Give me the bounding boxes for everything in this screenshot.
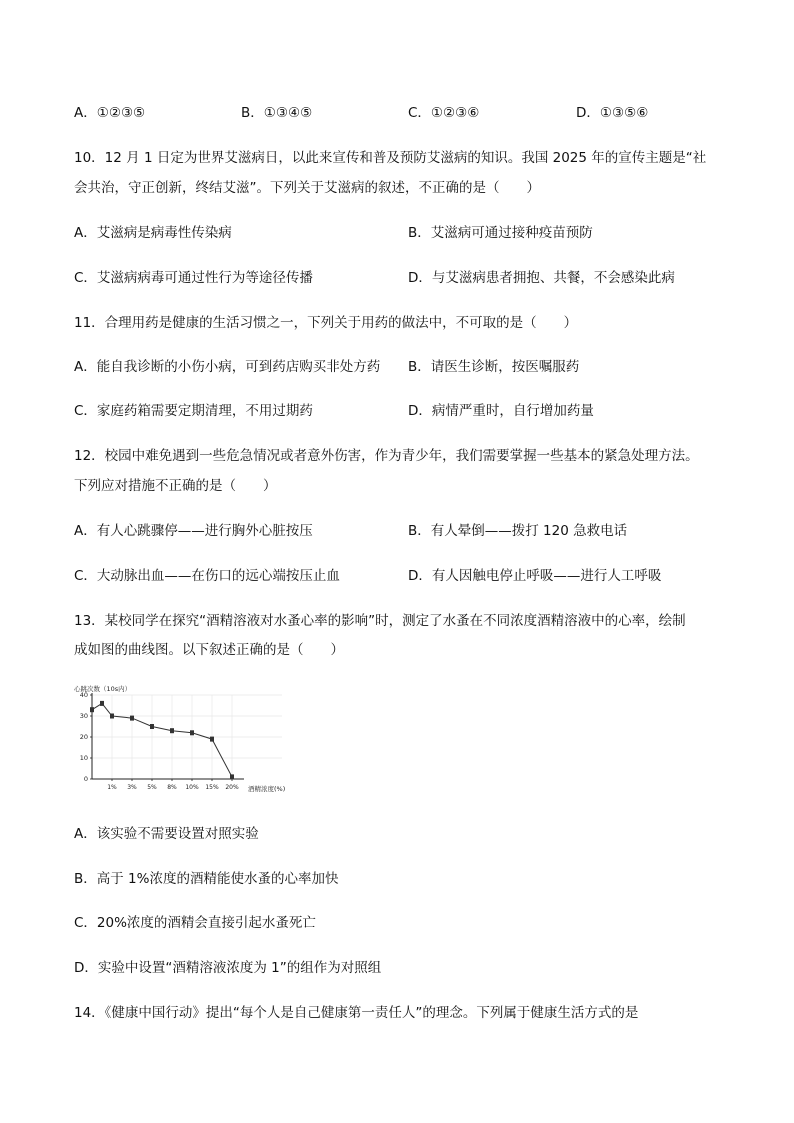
chart-xlabel: 酒精浓度(%) [248, 785, 286, 793]
q13-stem-line2: 成如图的曲线图。以下叙述正确的是（ ） [74, 642, 344, 658]
q10-option-d: D．与艾滋病患者拥抱、共餐，不会感染此病 [408, 270, 675, 286]
chart-data-point [90, 707, 94, 712]
q10-stem-line2: 会共治，守正创新，终结艾滋”。下列关于艾滋病的叙述，不正确的是（ ） [74, 180, 540, 196]
chart-data-point [150, 724, 154, 729]
chart-x-tick-label: 15% [205, 784, 219, 791]
chart-axes [92, 693, 244, 779]
q13-stem-line1: 13．某校同学在探究“酒精溶液对水蚤心率的影响”时，测定了水蚤在不同浓度酒精溶液中的心率，绘制 [74, 613, 686, 629]
q12-option-c: C．大动脉出血——在伤口的远心端按压止血 [74, 568, 340, 584]
q13-option-a: A．该实验不需要设置对照实验 [74, 826, 259, 842]
q10-stem-line1: 10．12 月 1 日定为世界艾滋病日，以此来宣传和普及预防艾滋病的知识。我国 2025 年的宣传主题是“社 [74, 150, 707, 166]
chart-x-tick-label: 8% [167, 784, 177, 791]
q10-option-a: A．艾滋病是病毒性传染病 [74, 225, 232, 241]
q11-option-c: C．家庭药箱需要定期清理，不用过期药 [74, 403, 313, 419]
q9-option-a: A．①②③⑤ [74, 105, 146, 121]
q9-option-b: B．①③④⑤ [241, 105, 313, 121]
q12-option-d: D．有人因触电停止呼吸——进行人工呼吸 [408, 568, 662, 584]
chart-grid [92, 695, 282, 779]
q12-stem-line1: 12．校园中难免遇到一些危急情况或者意外伤害，作为青少年，我们需要掌握一些基本的紧急处理方法。 [74, 448, 699, 464]
chart-y-tick-label: 40 [79, 691, 88, 700]
q9-option-d: D．①③⑤⑥ [576, 105, 649, 121]
chart-data-point [110, 714, 114, 719]
q11-option-a: A．能自我诊断的小伤小病，可到药店购买非处方药 [74, 359, 381, 375]
chart-ylabel: 心跳次数（10s内） [74, 685, 132, 693]
q12-option-a: A．有人心跳骤停——进行胸外心脏按压 [74, 523, 313, 539]
chart-data-point [170, 728, 174, 733]
chart-data-point [210, 737, 214, 742]
chart-x-tick-label: 1% [107, 784, 117, 791]
chart-x-tick-label: 20% [225, 784, 239, 791]
chart-y-ticks [80, 691, 92, 783]
q13-option-d: D．实验中设置“酒精溶液浓度为 1”的组作为对照组 [74, 960, 382, 976]
chart-points [90, 701, 234, 780]
chart-x-tick-label: 10% [185, 784, 199, 791]
q10-option-b: B．艾滋病可通过接种疫苗预防 [408, 225, 593, 241]
chart-x-ticks [107, 779, 239, 791]
q10-option-c: C．艾滋病病毒可通过性行为等途径传播 [74, 270, 313, 286]
chart-y-tick-label: 30 [79, 712, 88, 721]
q12-option-b: B．有人晕倒——拨打 120 急救电话 [408, 523, 628, 539]
q14-stem: 14．《健康中国行动》提出“每个人是自己健康第一责任人”的理念。下列属于健康生活方式的是 [74, 1005, 639, 1021]
q11-stem: 11．合理用药是健康的生活习惯之一，下列关于用药的做法中，不可取的是（ ） [74, 315, 578, 331]
heart-rate-chart [74, 683, 300, 795]
chart-data-point [100, 701, 104, 706]
q13-option-b: B．高于 1%浓度的酒精能使水蚤的心率加快 [74, 871, 339, 887]
chart-x-tick-label: 3% [127, 784, 137, 791]
chart-data-point [230, 774, 234, 779]
q11-option-b: B．请医生诊断，按医嘱服药 [408, 359, 580, 375]
chart-y-tick-label: 10 [79, 754, 88, 763]
chart-x-tick-label: 5% [147, 784, 157, 791]
q9-option-c: C．①②③⑥ [408, 105, 480, 121]
chart-data-point [190, 730, 194, 735]
q12-stem-line2: 下列应对措施不正确的是（ ） [74, 478, 277, 494]
q11-option-d: D．病情严重时，自行增加药量 [408, 403, 594, 419]
q13-option-c: C．20%浓度的酒精会直接引起水蚤死亡 [74, 915, 316, 931]
chart-data-point [130, 716, 134, 721]
chart-y-tick-label: 20 [79, 733, 88, 742]
chart-y-tick-label: 0 [83, 775, 88, 784]
